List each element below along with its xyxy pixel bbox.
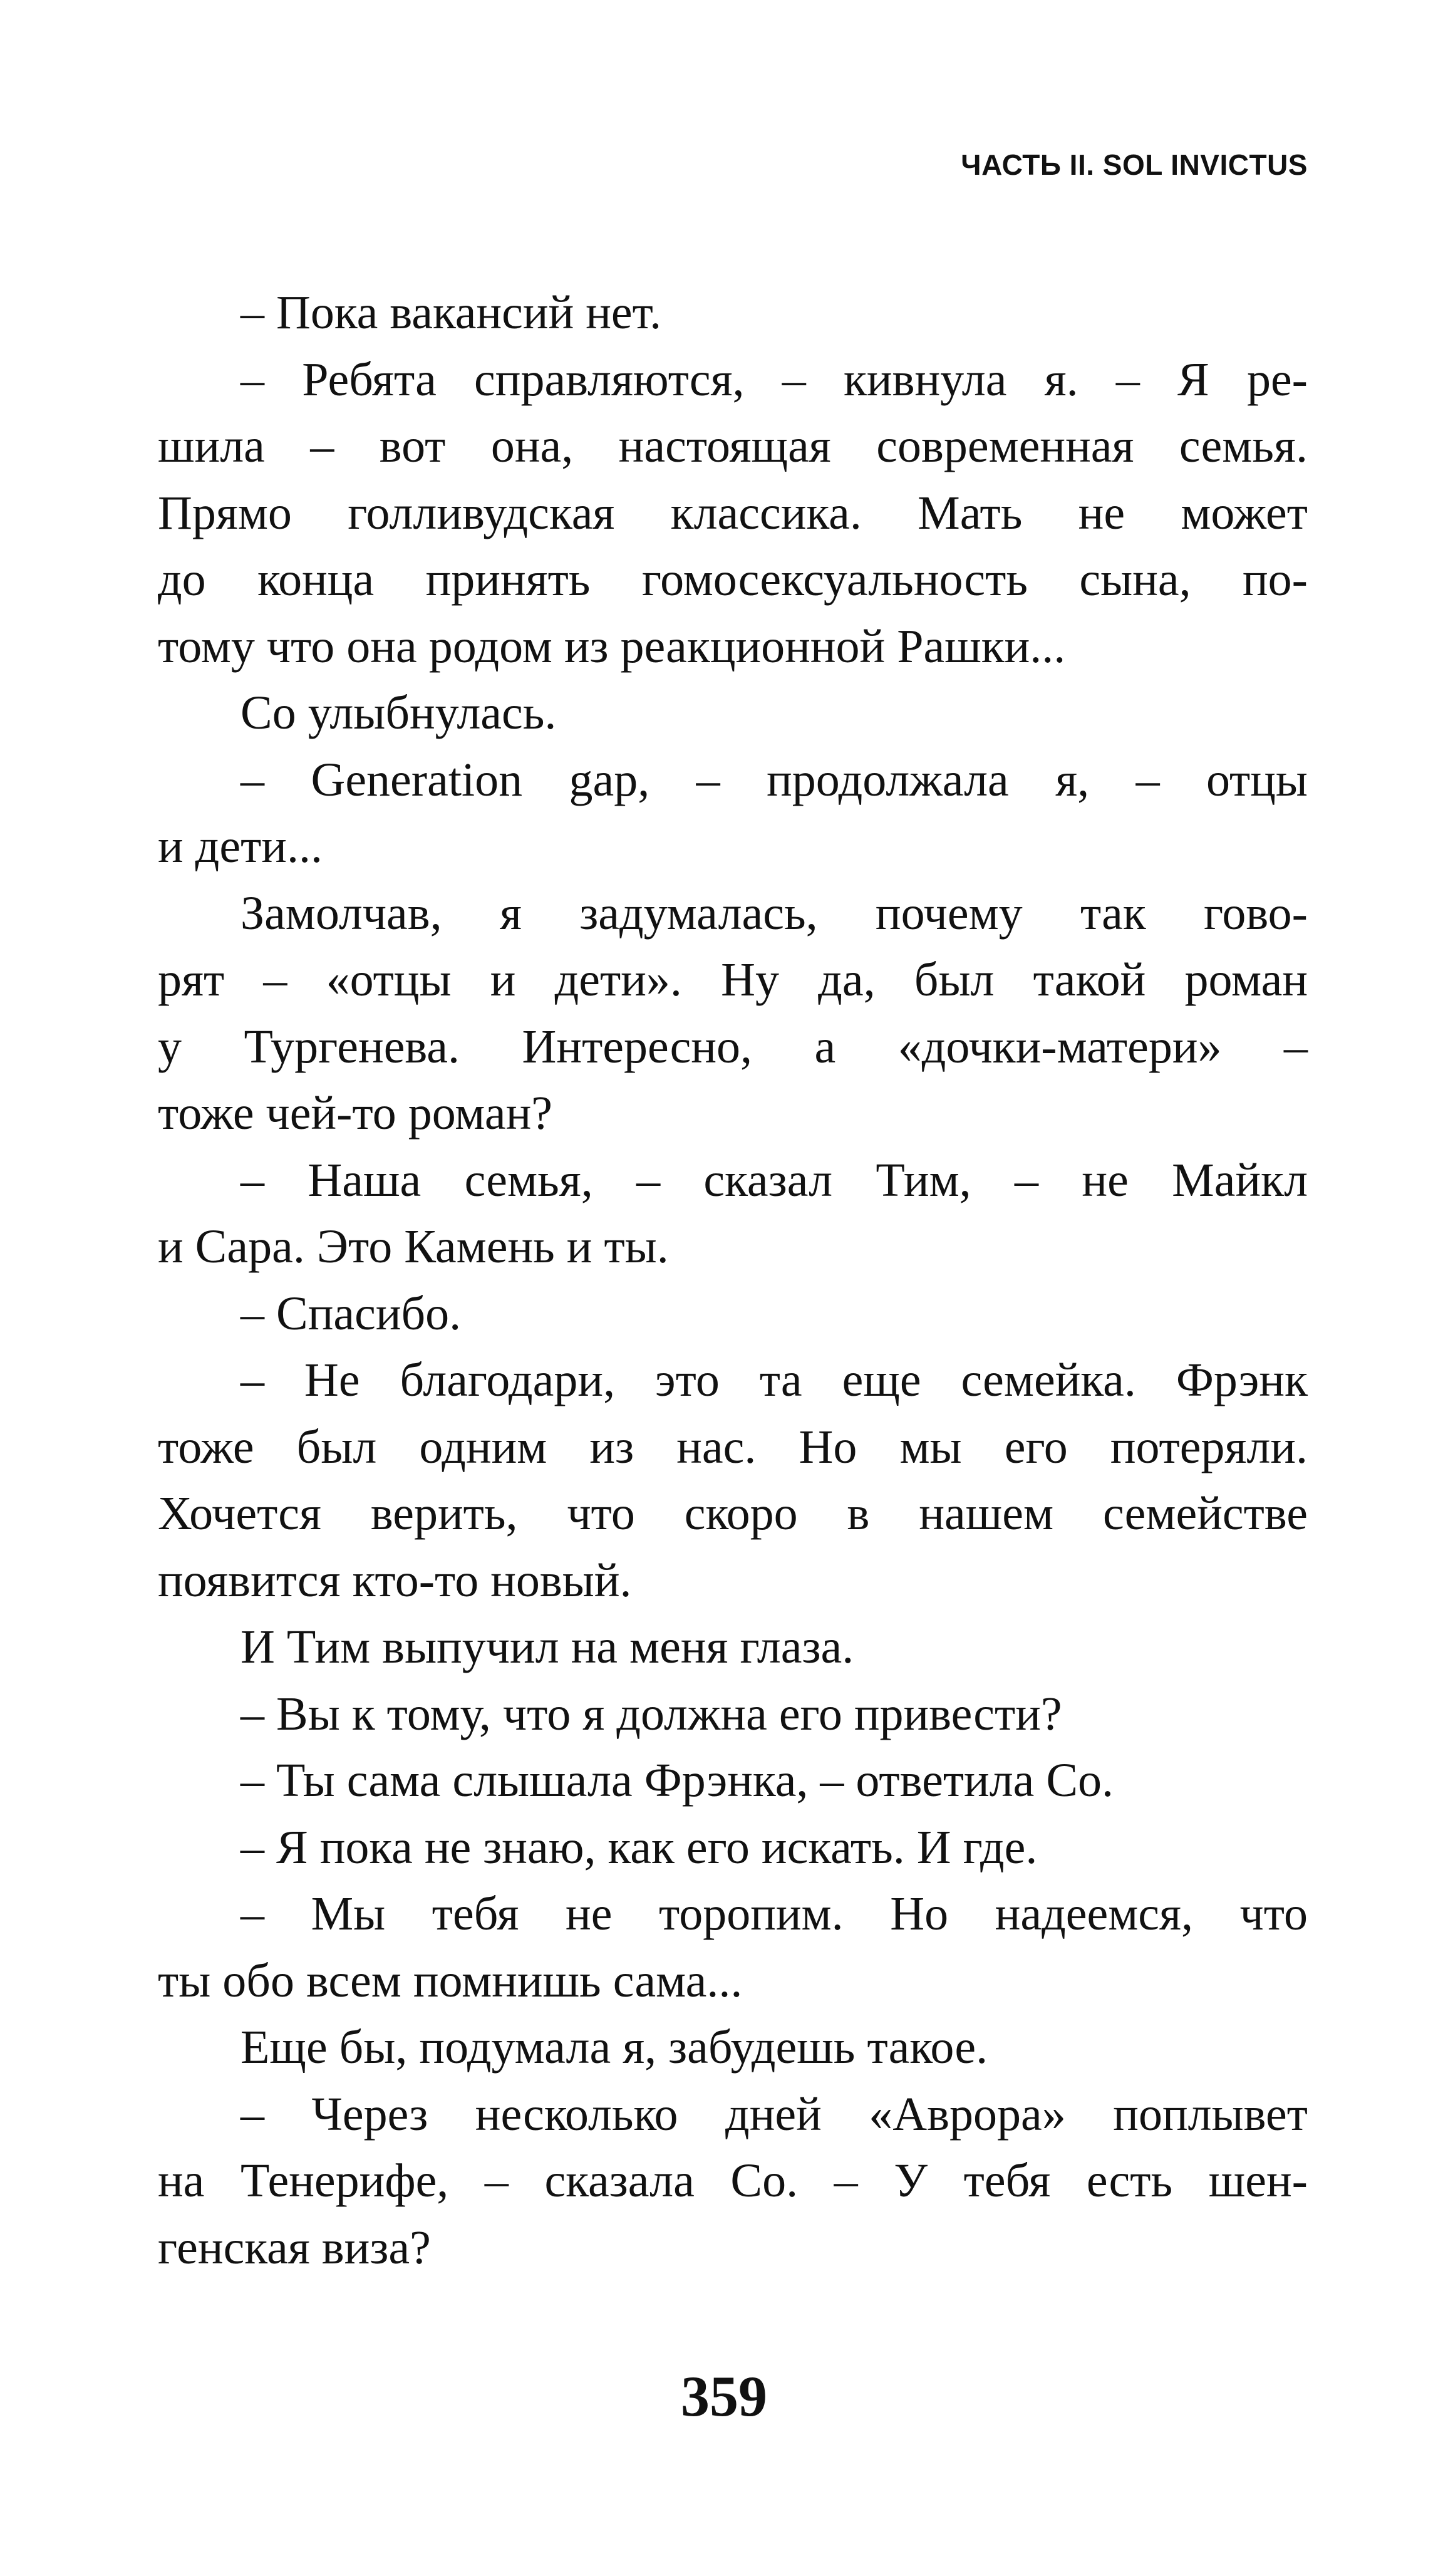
text-line: И Тим выпучил на меня глаза. [240, 1621, 854, 1673]
text-line: – Через несколько дней «Аврора» поплывет [240, 2087, 1308, 2141]
text-line: Еще бы, подумала я, забудешь такое. [240, 2021, 988, 2074]
text-line: рят – «отцы и дети». Ну да, был такой роман [158, 953, 1308, 1006]
text-line: Прямо голливудская классика. Мать не может [158, 486, 1308, 539]
text-line: и Сара. Это Камень и ты. [158, 1220, 669, 1273]
page-number: 359 [681, 2364, 767, 2428]
running-head: ЧАСТЬ II. SOL INVICTUS [961, 148, 1308, 181]
text-line: и дети... [158, 820, 323, 873]
text-line: – Спасибо. [240, 1287, 462, 1340]
text-line: генская виза? [158, 2221, 431, 2274]
text-line: Хочется верить, что скоро в нашем семействе [158, 1487, 1308, 1540]
text-line: – Вы к тому, что я должна его привести? [240, 1687, 1062, 1740]
body-text [158, 279, 1308, 2281]
text-line: – Generation gap, – продолжала я, – отцы [240, 753, 1308, 806]
text-line: Со улыбнулась. [240, 687, 557, 739]
text-line: появится кто-то новый. [158, 1554, 632, 1607]
text-line: – Пока вакансий нет. [240, 286, 662, 339]
text-line: на Тенерифе, – сказала Со. – У тебя есть шен- [158, 2154, 1308, 2207]
text-line: тоже чей-то роман? [158, 1087, 552, 1140]
text-line: шила – вот она, настоящая современная семья. [158, 420, 1308, 472]
text-line: тому что она родом из реакционной Рашки... [158, 620, 1066, 673]
text-line: – Наша семья, – сказал Тим, – не Майкл [240, 1153, 1308, 1207]
text-line: – Мы тебя не торопим. Но надеемся, что [240, 1888, 1308, 1940]
text-line: до конца принять гомосексуальность сына, по- [158, 553, 1308, 606]
text-line: Замолчав, я задумалась, почему так гово- [240, 886, 1308, 940]
text-line: у Тургенева. Интересно, а «дочки-матери» – [158, 1020, 1308, 1073]
text-line: – Ты сама слышала Фрэнка, – ответила Со. [240, 1754, 1114, 1807]
text-line: тоже был одним из нас. Но мы его потеряли. [158, 1420, 1308, 1473]
text-line: – Ребята справляются, – кивнула я. – Я ре- [240, 353, 1308, 406]
text-line: – Не благодари, это та еще семейка. Фрэнк [240, 1354, 1308, 1406]
text-line: ты обо всем помнишь сама... [158, 1954, 743, 2007]
text-line: – Я пока не знаю, как его искать. И где. [240, 1820, 1038, 1874]
